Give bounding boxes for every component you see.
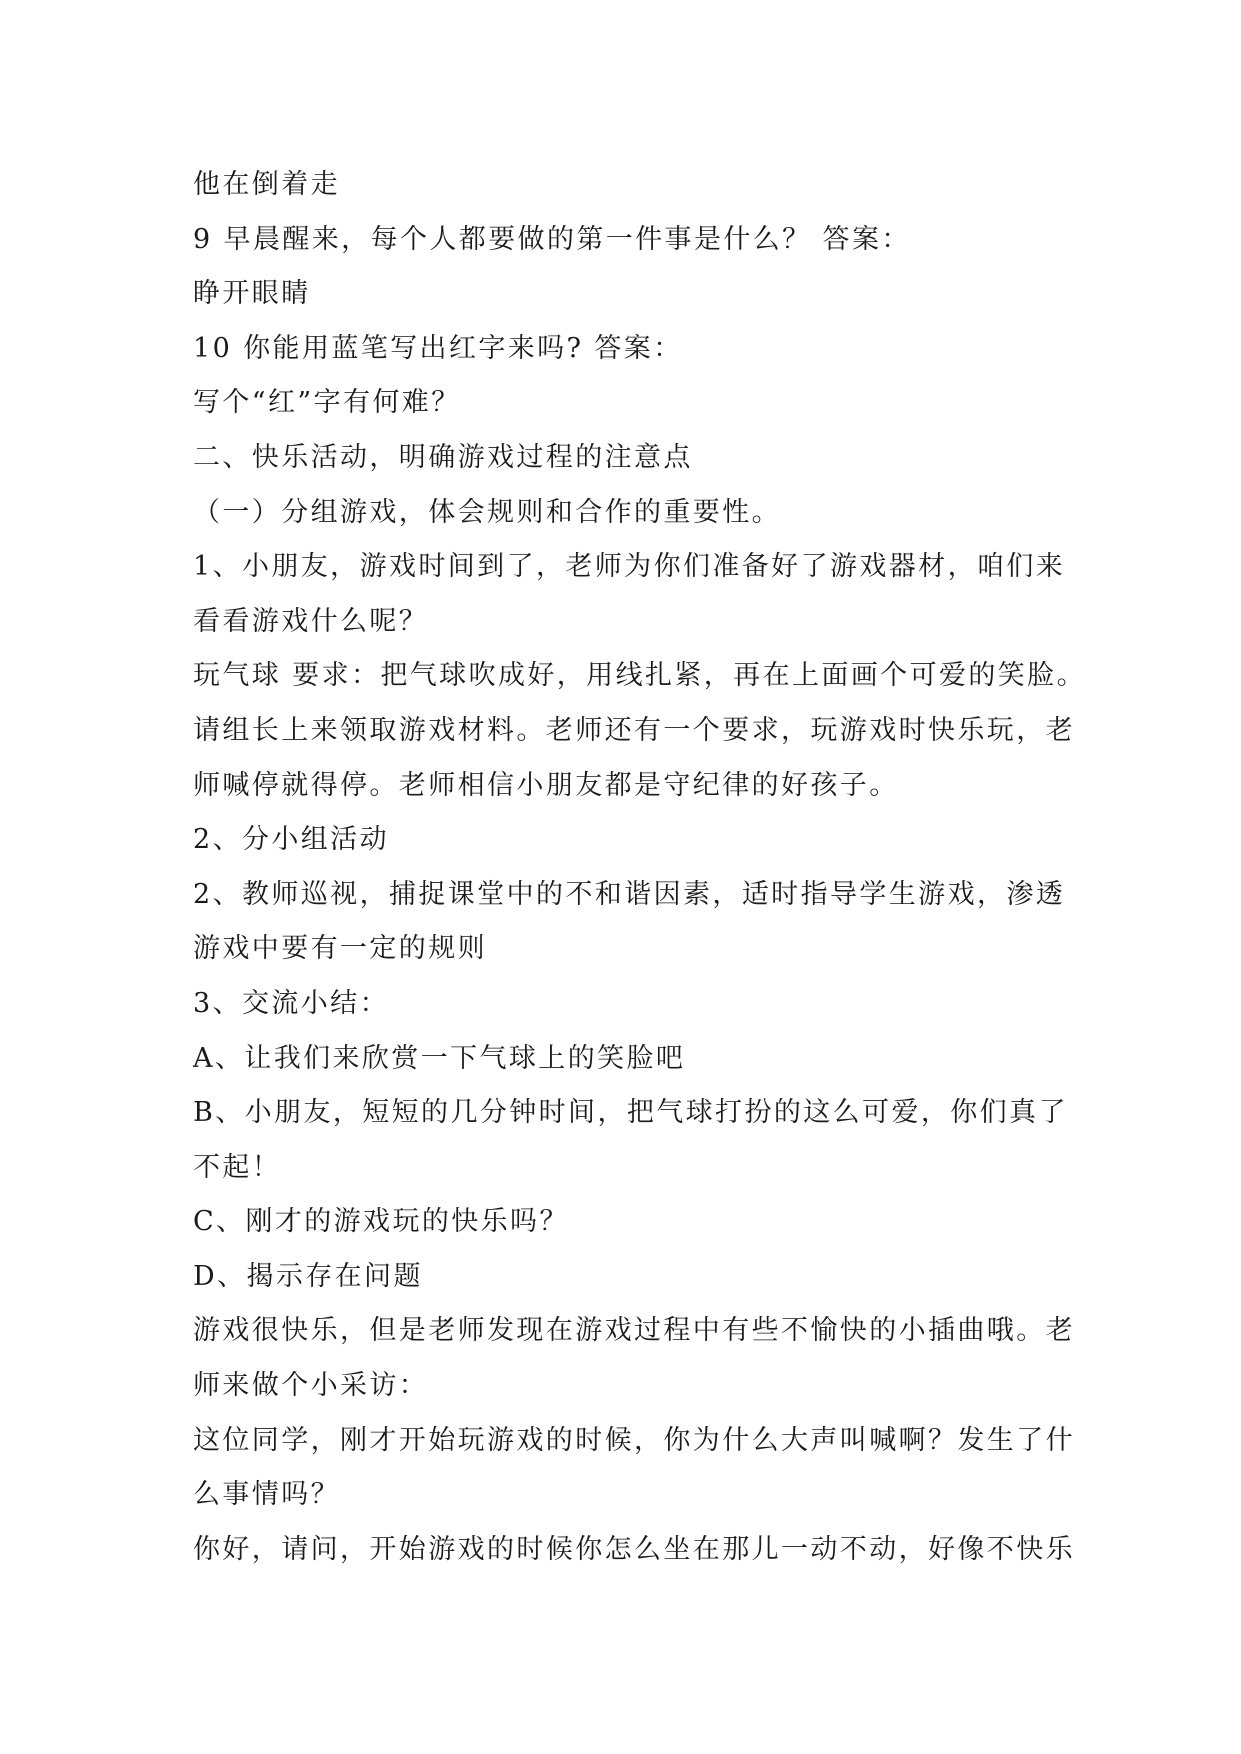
text-line: 2、分小组活动 <box>193 824 389 856</box>
text-line: 师来做个小采访： <box>193 1370 429 1402</box>
text-line: 1、小朋友，游戏时间到了，老师为你们准备好了游戏器材，咱们来 <box>193 551 1066 583</box>
text-line: 3、交流小结： <box>193 987 389 1019</box>
text-line: 师喊停就得停。老师相信小朋友都是守纪律的好孩子。 <box>193 769 899 801</box>
text-line: 请组长上来领取游戏材料。老师还有一个要求，玩游戏时快乐玩，老 <box>193 714 1075 746</box>
text-line: 写个“红”字有何难？ <box>193 387 461 419</box>
text-line: 玩气球 要求：把气球吹成好，用线扎紧，再在上面画个可爱的笑脸。 <box>193 660 1086 692</box>
subsection-heading: （一）分组游戏，体会规则和合作的重要性。 <box>193 496 781 528</box>
text-line: 10 你能用蓝笔写出红字来吗? 答案： <box>193 332 683 364</box>
text-line: 游戏中要有一定的规则 <box>193 933 487 965</box>
text-line: 游戏很快乐，但是老师发现在游戏过程中有些不愉快的小插曲哦。老 <box>193 1315 1075 1347</box>
text-line: 么事情吗？ <box>193 1479 340 1511</box>
text-line: 这位同学，刚才开始玩游戏的时候，你为什么大声叫喊啊？发生了什 <box>193 1424 1075 1456</box>
text-line: A、让我们来欣赏一下气球上的笑脸吧 <box>193 1042 686 1074</box>
text-line: 你好，请问，开始游戏的时候你怎么坐在那儿一动不动，好像不快乐 <box>193 1533 1075 1565</box>
text-line: 他在倒着走 <box>193 169 340 200</box>
text-line: B、小朋友，短短的几分钟时间，把气球打扮的这么可爱，你们真了 <box>193 1097 1068 1129</box>
text-line: 9 早晨醒来，每个人都要做的第一件事是什么？ 答案： <box>193 223 911 255</box>
text-line: D、揭示存在问题 <box>193 1260 423 1292</box>
text-line: 看看游戏什么呢？ <box>193 605 429 637</box>
section-heading: 二、快乐活动，明确游戏过程的注意点 <box>193 441 693 473</box>
text-line: 2、教师巡视，捕捉课堂中的不和谐因素，适时指导学生游戏，渗透 <box>193 878 1066 910</box>
document-body <box>193 158 1086 1577</box>
text-line: 不起！ <box>193 1151 282 1183</box>
text-line: 睁开眼睛 <box>193 278 311 310</box>
text-line: C、刚才的游戏玩的快乐吗？ <box>193 1206 569 1238</box>
